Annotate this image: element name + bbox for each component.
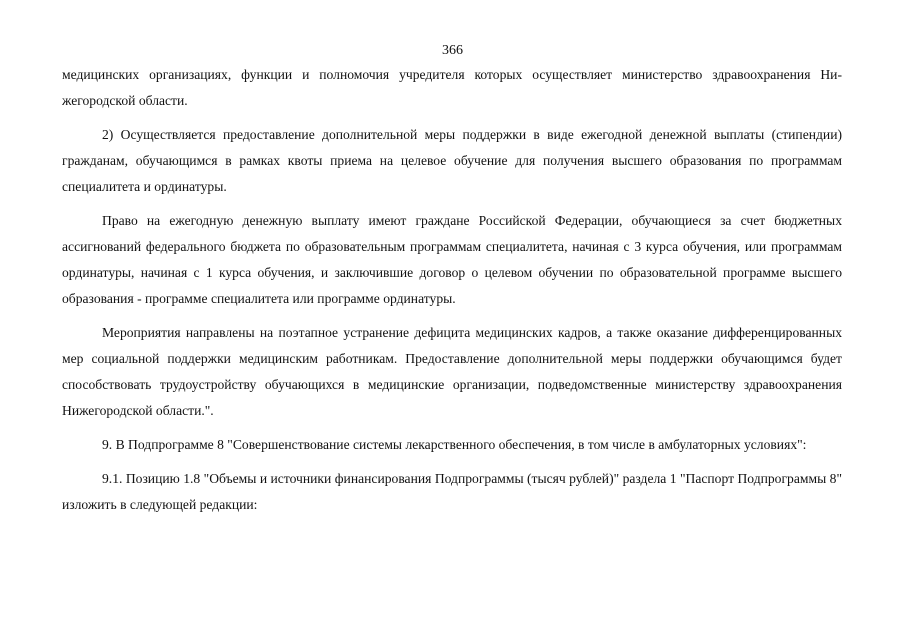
paragraph-continuation: медицинских организациях, функции и полномочия учредителя которых осуществляет министерство здравоохранения Нижегородской области.: [62, 67, 842, 108]
paragraph-item-9-1: 9.1. Позицию 1.8 "Объемы и источники финансирования Подпрограммы (тысяч рублей)" раздела 1 "Паспорт Подпрограммы 8" изложить в следующей редакции:: [62, 471, 842, 512]
page-number: 366: [442, 43, 463, 58]
document-body: [62, 62, 842, 526]
paragraph-item-2: 2) Осуществляется предоставление дополнительной меры поддержки в виде ежегодной денежной выплаты (стипендии) гражданам, обучающимся в рамках квоты приема на целевое обучение для получения высшего образования по программам специалитета и ординатуры.: [62, 127, 842, 194]
paragraph-measures: Мероприятия направлены на поэтапное устранение дефицита медицинских кадров, а также оказание дифференцированных мер социальной поддержки медицинским работникам. Предоставление дополнительной меры поддержки обучающимся будет способствовать трудоустройству обучающихся в медицинские организации, подведомственные министерству здравоохранения Нижегородской области.".: [62, 325, 842, 418]
paragraph-payment-eligibility: Право на ежегодную денежную выплату имеют граждане Российской Федерации, обучающиеся за счет бюджетных ассигнований федерального бюджета по образовательным программам специалитета, начиная с 3 курса обучения, или программам ординатуры, начиная с 1 курса обучения, и заключившие договор о целевом обучении по образовательной программе высшего образования - программе специалитета или программе ординатуры.: [62, 213, 842, 306]
paragraph-item-9: 9. В Подпрограмме 8 "Совершенствование системы лекарственного обеспечения, в том числе в амбулаторных условиях":: [102, 437, 807, 452]
